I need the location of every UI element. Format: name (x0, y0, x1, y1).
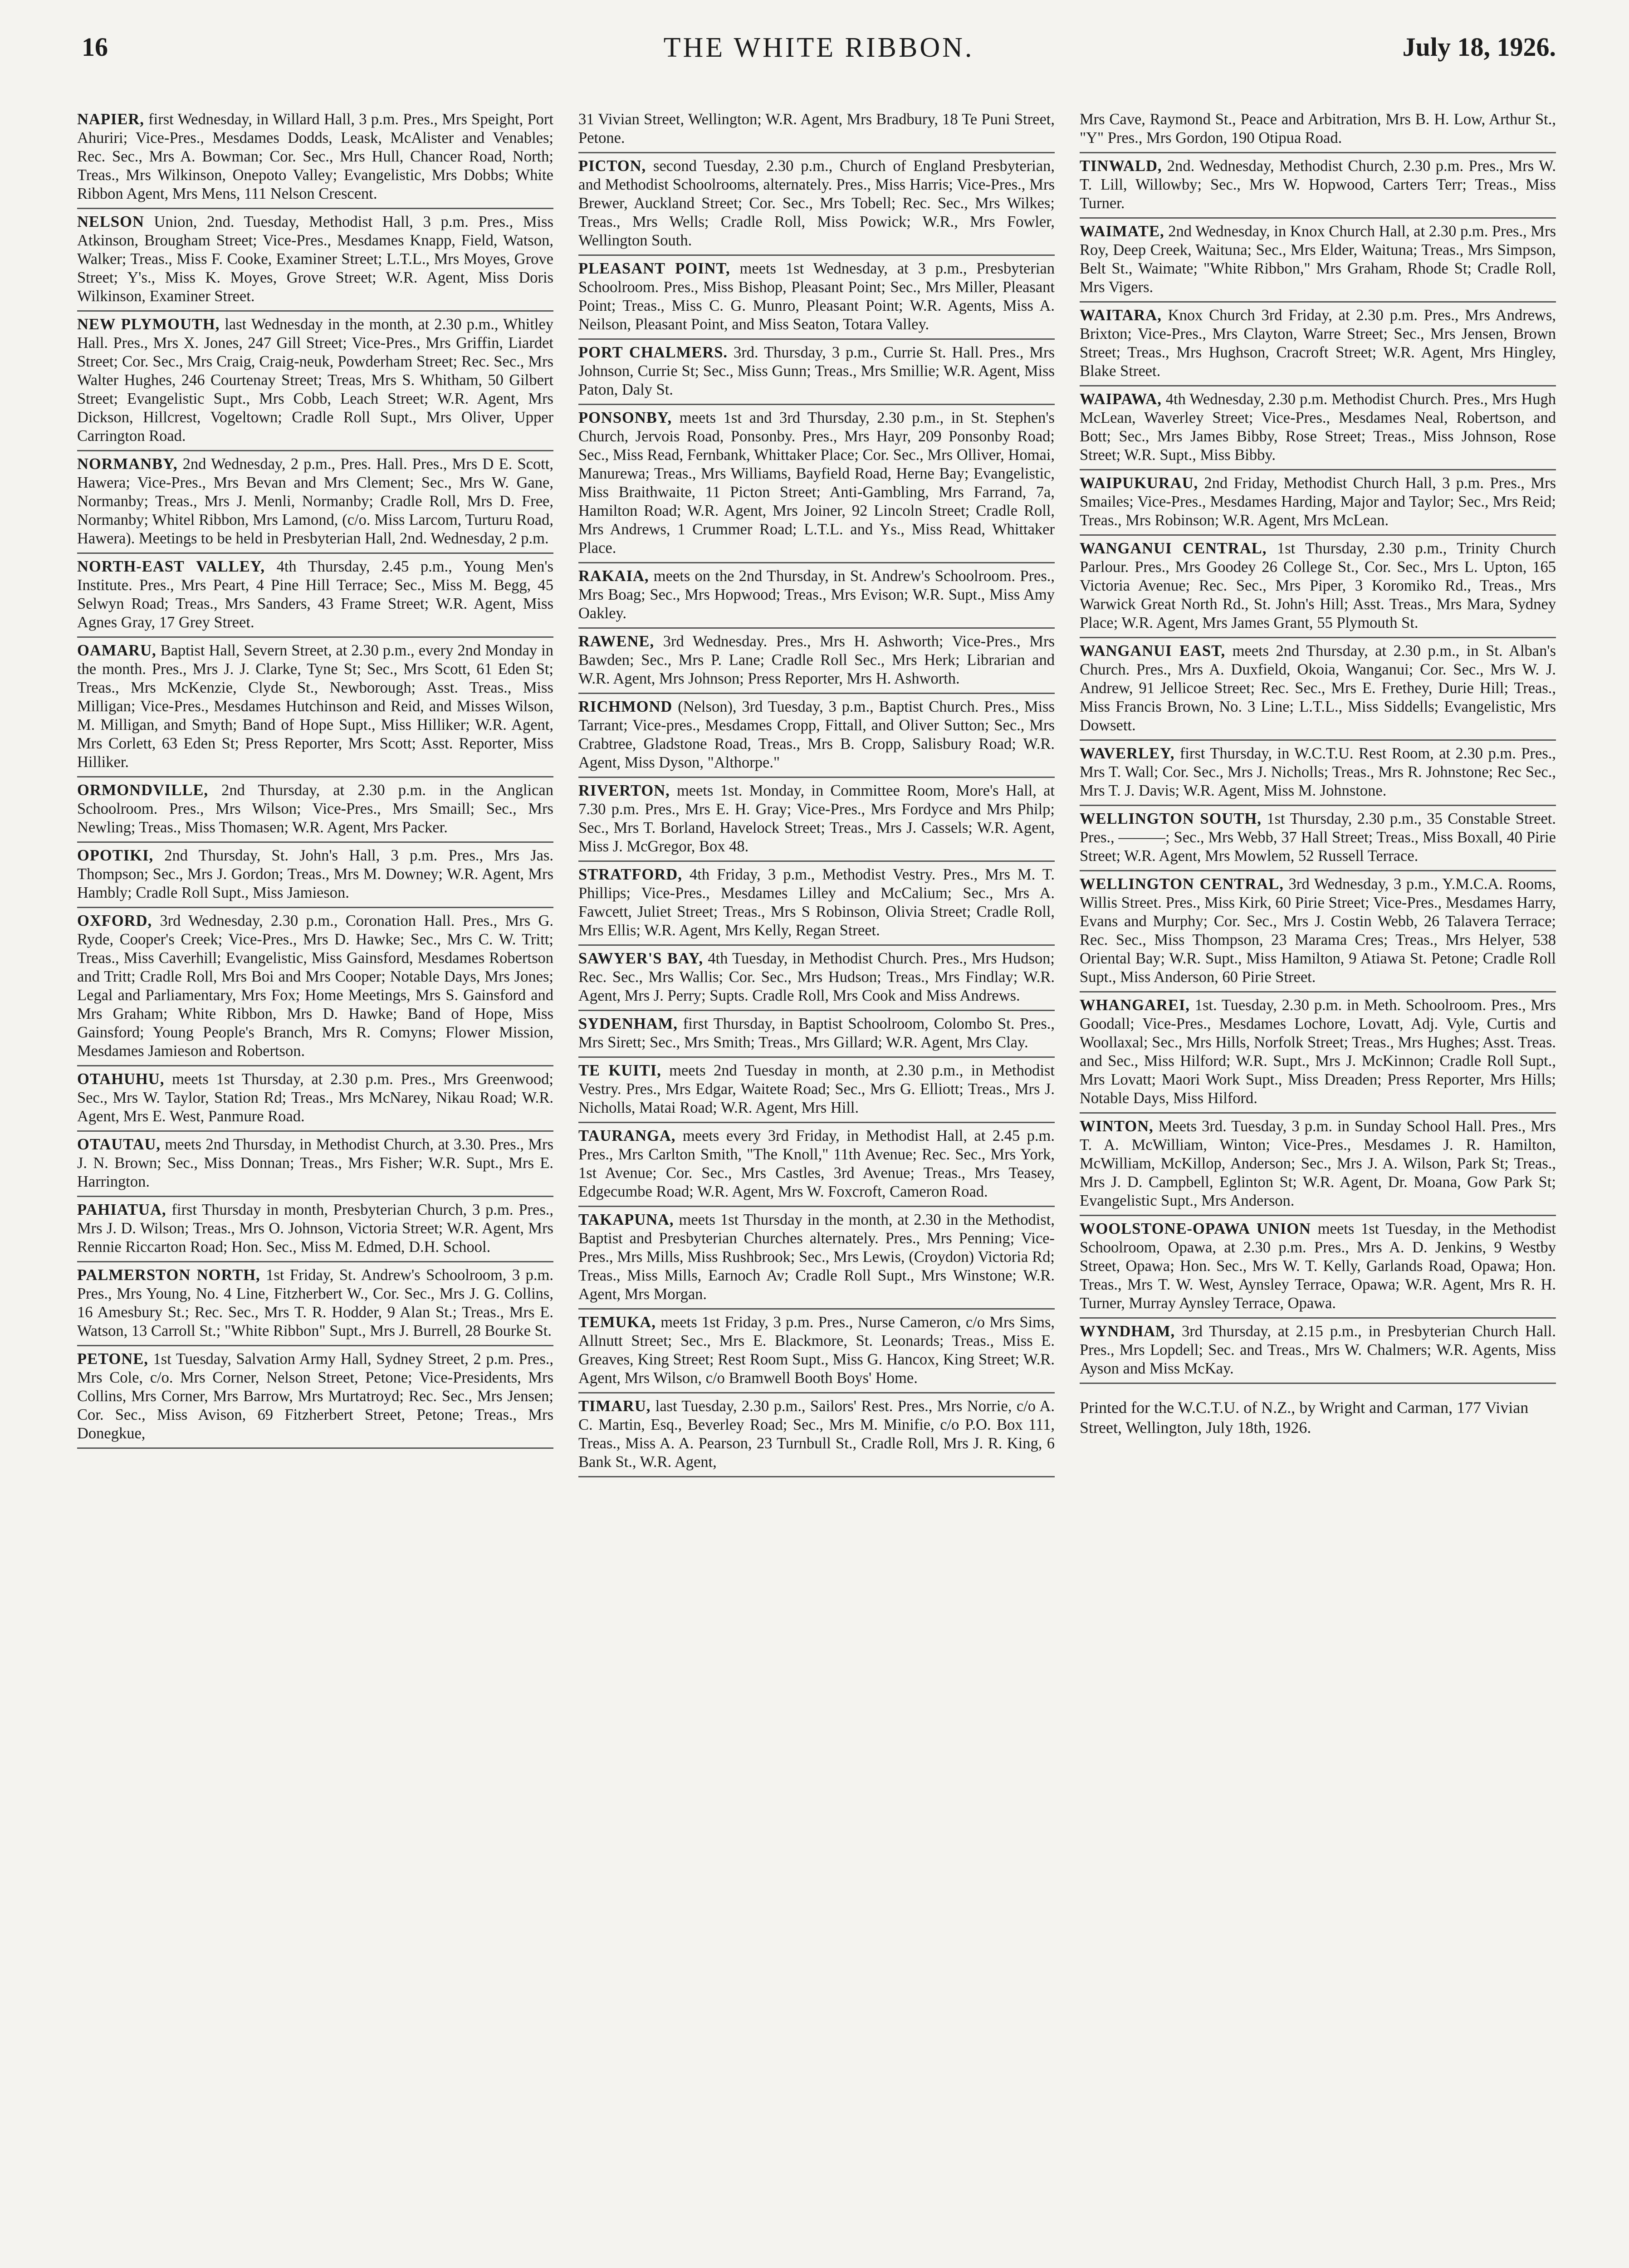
union-name: PAHIATUA, (77, 1201, 166, 1218)
union-name: NORTH-EAST VALLEY, (77, 558, 265, 575)
union-entry (578, 1207, 1055, 1310)
union-entry (77, 1262, 553, 1346)
union-details: 2nd Friday, Methodist Church Hall, 3 p.m. Pres., Mrs Smailes; Vice-Pres., Mesdames Harding, Major and Taylor; Sec., Mrs Reid; Treas., Mrs Robinson; W.R. Agent, Mrs McLean. (1080, 474, 1556, 529)
union-name: OPOTIKI, (77, 847, 154, 864)
union-name: OXFORD, (77, 912, 152, 929)
union-name: PONSONBY, (578, 409, 672, 426)
column-3-entries (1080, 107, 1556, 1384)
union-name: WAIPAWA, (1080, 391, 1162, 408)
column-3 (1080, 107, 1556, 2268)
publication-title: THE WHITE RIBBON. (663, 32, 974, 63)
union-name: NAPIER, (77, 111, 144, 128)
union-details: meets 1st Thursday in the month, at 2.30 in the Methodist, Baptist and Presbyterian Churches alternately. Pres., Mrs Penning; Vice-Pres., Mrs Mills, Miss Rushbrook; Sec., Mrs Lewis, (Croydon) Victoria Rd; Treas., Miss Mills, Earnoch Av; Cradle Roll Supt., Mrs Winstone; W.R. Agent, Mrs Morgan. (578, 1211, 1055, 1303)
union-details: Baptist Hall, Severn Street, at 2.30 p.m., every 2nd Monday in the month. Pres., Mrs J. J. Clarke, Tyne St; Sec., Mrs Scott, 61 Eden St; Treas., Mrs McKenzie, Clyde St., Newborough; Asst. Treas., Miss Milligan; Vice-Pres., Mesdames Hutchinson and Reid, and Misses Wilson, M. Milligan, and Smyth; Band of Hope Supt., Miss Hilliker; W.R. Agent, Mrs Corlett, 63 Eden St; Press Reporter, Mrs Scott; Asst. Reporter, Miss Hilliker. (77, 642, 553, 771)
union-details: 4th Wednesday, 2.30 p.m. Methodist Church. Pres., Mrs Hugh McLean, Waverley Street; Vice-Pres., Mesdames Neal, Robertson, and Bott; Sec., Mrs James Bibby, Rose Street; Treas., Miss Johnson, Rose Street; W.R. Supt., Miss Bibby. (1080, 391, 1556, 464)
union-entry (1080, 1319, 1556, 1384)
union-entry (77, 107, 553, 209)
union-details: 2nd Thursday, St. John's Hall, 3 p.m. Pres., Mrs Jas. Thompson; Sec., Mrs J. Gordon; Treas., Mrs M. Downey; W.R. Agent, Mrs Hambly; Cradle Roll Supt., Miss Jamieson. (77, 847, 553, 901)
union-name: WELLINGTON SOUTH, (1080, 810, 1262, 827)
union-name: TAKAPUNA, (578, 1211, 674, 1228)
union-entry (1080, 153, 1556, 219)
union-details: 2nd Wednesday, in Knox Church Hall, at 2.30 p.m. Pres., Mrs Roy, Deep Creek, Waituna; Sec., Mrs Elder, Waituna; Treas., Mrs Simpson, Belt St., Waimate; "White Ribbon," Mrs Graham, Rhode St; Cradle Roll, Mrs Vigers. (1080, 223, 1556, 296)
union-details: first Thursday, in W.C.T.U. Rest Room, at 2.30 p.m. Pres., Mrs T. Wall; Cor. Sec., Mrs J. Nicholls; Treas., Mrs R. Johnstone; Rec Sec., Mrs T. J. Davis; W.R. Agent, Miss M. Johnstone. (1080, 745, 1556, 799)
union-entry (77, 1346, 553, 1449)
union-name: PICTON, (578, 157, 646, 175)
union-entry (77, 554, 553, 638)
union-entry (578, 1058, 1055, 1123)
union-name: SYDENHAM, (578, 1015, 678, 1032)
union-details: Meets 3rd. Tuesday, 3 p.m. in Sunday School Hall. Pres., Mrs T. A. McWilliam, Winton; Vice-Pres., Mesdames J. R. Hamilton, McWilliam, McKillop, Anderson; Sec., Mrs J. A. Wilson, Park St; Treas., Mrs J. D. Campbell, Eglinton St; W.R. Agent, Dr. Moana, Gow Park St; Evangelistic Supt., Mrs Anderson. (1080, 1118, 1556, 1209)
union-details: Knox Church 3rd Friday, at 2.30 p.m. Pres., Mrs Andrews, Brixton; Vice-Pres., Mrs Clayton, Warre Street; Sec., Mrs Jensen, Brown Street; Treas., Mrs Hughson, Cracroft Street; W.R. Agent, Mrs Hingley, Blake Street. (1080, 307, 1556, 380)
union-entry (1080, 470, 1556, 536)
union-details: Mrs Cave, Raymond St., Peace and Arbitration, Mrs B. H. Low, Arthur St., "Y" Pres., Mrs Gordon, 190 Otipua Road. (1080, 111, 1556, 147)
union-name: PALMERSTON NORTH, (77, 1266, 260, 1284)
union-details: meets on the 2nd Thursday, in St. Andrew's Schoolroom. Pres., Mrs Boag; Sec., Mrs Hopwood; Treas., Mrs Evison; W.R. Supt., Miss Amy Oakley. (578, 567, 1055, 622)
union-name: WAVERLEY, (1080, 745, 1175, 762)
union-details: meets 1st and 3rd Thursday, 2.30 p.m., in St. Stephen's Church, Jervois Road, Ponsonby. Pres., Mrs Hayr, 209 Ponsonby Road; Sec., Miss Read, Fernbank, Whittaker Place; Cor. Sec., Mrs Olliver, Homai, Manurewa; Treas., Mrs Williams, Bayfield Road, Herne Bay; Evangelistic, Miss Braithwaite, 11 Picton Street; Anti-Gambling, Mrs Farrand, 7a, Hamilton Road; W.R. Agent, Mrs Joiner, 92 Lincoln Street; Cradle Roll, Mrs Andrews, 1 Crummer Road; L.T.L. and Ys., Miss Read, Whittaker Place. (578, 409, 1055, 557)
union-entry (77, 1066, 553, 1132)
union-details: 4th Tuesday, in Methodist Church. Pres., Mrs Hudson; Rec. Sec., Mrs Wallis; Cor. Sec., Mrs Hudson; Treas., Mrs Findlay; W.R. Agent, Mrs J. Perry; Supts. Cradle Roll, Mrs Cook and Miss Andrews. (578, 950, 1055, 1004)
union-entry (77, 908, 553, 1066)
union-name: RIVERTON, (578, 782, 670, 799)
union-details: first Thursday, in Baptist Schoolroom, Colombo St. Pres., Mrs Sirett; Sec., Mrs Smith; Treas., Mrs Gillard; W.R. Agent, Mrs Clay. (578, 1015, 1055, 1051)
union-details: meets 2nd Tuesday in month, at 2.30 p.m., in Methodist Vestry. Pres., Mrs Edgar, Waitete Road; Sec., Mrs G. Elliott; Treas., Mrs J. Nicholls, Matai Road; W.R. Agent, Mrs Hill. (578, 1062, 1055, 1116)
union-details: Union, 2nd. Tuesday, Methodist Hall, 3 p.m. Pres., Miss Atkinson, Brougham Street; Vice-Pres., Mesdames Knapp, Field, Watson, Walker; Treas., Miss F. Cooke, Examiner Street; L.T.L., Mrs Moyes, Grove Street; Y's., Miss K. Moyes, Grove Street; W.R. Agent, Miss Doris Wilkinson, Examiner Street. (77, 213, 553, 305)
union-entry (1080, 992, 1556, 1114)
union-details: 3rd Thursday, at 2.15 p.m., in Presbyterian Church Hall. Pres., Mrs Lopdell; Sec. and Treas., Mrs W. Chalmers; W.R. Agents, Miss Ayson and Miss McKay. (1080, 1323, 1556, 1377)
union-name: WAITARA, (1080, 307, 1162, 324)
union-details: 2nd Wednesday, 2 p.m., Pres. Hall. Pres., Mrs D E. Scott, Hawera; Vice-Pres., Mrs Bevan and Mrs Clement; Sec., Mrs W. Gane, Normanby; Treas., Mrs J. Menli, Normanby; Cradle Roll, Mrs D. Free, Normanby; Whitel Ribbon, Mrs Lamond, (c/o. Miss Larcom, Turturu Road, Hawera). Meetings to be held in Presbyterian Hall, 2nd. Wednesday, 2 p.m. (77, 455, 553, 547)
union-entry (77, 451, 553, 554)
union-name: PLEASANT POINT, (578, 260, 730, 277)
union-name: OAMARU, (77, 642, 157, 659)
union-details: first Wednesday, in Willard Hall, 3 p.m. Pres., Mrs Speight, Port Ahuriri; Vice-Pres., Mesdames Dodds, Leask, McAlister and Venables; Rec. Sec., Mrs A. Bowman; Cor. Sec., Mrs Hull, Chancer Road, North; Treas., Mrs Wilkinson, Onepoto Valley; Evangelistic, Mrs Dobbs; White Ribbon Agent, Mrs Mens, 111 Nelson Crescent. (77, 111, 553, 202)
union-name: WELLINGTON CENTRAL, (1080, 875, 1284, 893)
union-entry (1080, 1216, 1556, 1319)
union-entry (77, 312, 553, 451)
union-details: 3rd Wednesday, 3 p.m., Y.M.C.A. Rooms, Willis Street. Pres., Miss Kirk, 60 Pirie Street; Vice-Pres., Mesdames Harry, Evans and Murphy; Cor. Sec., Mrs J. Costin Webb, 26 Talavera Terrace; Rec. Sec., Miss Thompson, 23 Marama Cres; Treas., Mrs Helyer, 538 Oriental Bay; W.R. Supt., Miss Hamilton, 9 Atiawa St. Petone; Cradle Roll Supt., Miss Anderson, 60 Pirie Street. (1080, 875, 1556, 986)
union-name: WANGANUI EAST, (1080, 642, 1226, 660)
union-entry (77, 1197, 553, 1262)
union-details: 4th Thursday, 2.45 p.m., Young Men's Institute. Pres., Mrs Peart, 4 Pine Hill Terrace; Sec., Miss M. Begg, 45 Selwyn Road; Treas., Mrs Sanders, 43 Frame Street; W.R. Agent, Miss Agnes Gray, 17 Grey Street. (77, 558, 553, 631)
union-details: meets 1st. Monday, in Committee Room, More's Hall, at 7.30 p.m. Pres., Mrs E. H. Gray; Vice-Pres., Mrs Fordyce and Mrs Philp; Sec., Mrs T. Borland, Havelock Street; Treas., Mrs J. Cassels; W.R. Agent, Miss J. McGregor, Box 48. (578, 782, 1055, 855)
union-details: meets 2nd Thursday, in Methodist Church, at 3.30. Pres., Mrs J. N. Brown; Sec., Miss Donnan; Treas., Mrs Fisher; W.R. Supt., Mrs E. Harrington. (77, 1136, 553, 1190)
union-entry (578, 153, 1055, 256)
union-entry (578, 1393, 1055, 1477)
union-name: WYNDHAM, (1080, 1323, 1175, 1340)
union-name: TE KUITI, (578, 1062, 661, 1079)
union-entry (77, 1132, 553, 1197)
union-details: 2nd Thursday, at 2.30 p.m. in the Anglican Schoolroom. Pres., Mrs Wilson; Vice-Pres., Mrs Smaill; Sec., Mrs Newling; Treas., Miss Thomasen; W.R. Agent, Mrs Packer. (77, 782, 553, 836)
union-name: PORT CHALMERS. (578, 344, 728, 361)
union-name: WOOLSTONE-OPAWA UNION (1080, 1220, 1311, 1237)
union-name: NORMANBY, (77, 455, 178, 473)
printer-note: Printed for the W.C.T.U. of N.Z., by Wright and Carman, 177 Vivian Street, Wellington, July 18th, 1926. (1080, 1398, 1529, 1437)
union-entry (578, 778, 1055, 862)
union-details: 4th Friday, 3 p.m., Methodist Vestry. Pres., Mrs M. T. Phillips; Vice-Pres., Mesdames Lilley and McCalium; Sec., Mrs A. Fawcett, Juliet Street; Treas., Mrs S Robinson, Olivia Street; Cradle Roll, Mrs Ellis; W.R. Agent, Mrs Kelly, Regan Street. (578, 866, 1055, 939)
union-name: WINTON, (1080, 1118, 1154, 1135)
union-name: TINWALD, (1080, 157, 1162, 175)
union-entry (1080, 303, 1556, 386)
union-details: 1st Friday, St. Andrew's Schoolroom, 3 p.m. Pres., Mrs Young, No. 4 Line, Fitzherbert W., Cor. Sec., Mrs J. G. Collins, 16 Amesbury St.; Rec. Sec., Mrs T. R. Hodder, 9 Alan St.; Treas., Mrs E. Watson, 13 Carroll St.; "White Ribbon" Supt., Mrs J. Burrell, 28 Bourke St. (77, 1266, 553, 1339)
union-name: RAKAIA, (578, 567, 649, 585)
union-name: WANGANUI CENTRAL, (1080, 540, 1267, 557)
union-entry (1080, 219, 1556, 303)
union-details: first Thursday in month, Presbyterian Church, 3 p.m. Pres., Mrs J. D. Wilson; Treas., Mrs O. Johnson, Victoria Street; W.R. Agent, Mrs Rennie Riccarton Road; Hon. Sec., Miss M. Edmed, D.H. School. (77, 1201, 553, 1256)
union-entry (578, 107, 1055, 153)
union-entry (578, 1011, 1055, 1058)
union-name: RAWENE, (578, 633, 655, 650)
union-name: ORMONDVILLE, (77, 782, 208, 799)
union-name: WAIPUKURAU, (1080, 474, 1199, 492)
union-name: TAURANGA, (578, 1127, 676, 1144)
union-details: 3rd Wednesday, 2.30 p.m., Coronation Hall. Pres., Mrs G. Ryde, Cooper's Creek; Vice-Pres., Mrs D. Hawke; Sec., Mrs C. W. Tritt; Treas., Miss Caverhill; Evangelistic, Miss Gainsford, Mesdames Robertson and Tritt; Cradle Roll, Mrs Boi and Mrs Cooper; Notable Days, Mrs Jones; Legal and Parliamentary, Mrs Fox; Home Meetings, Mrs S. Gainsford and Mrs Graham; White Ribbon, Mrs D. Hawke; Band of Hope, Miss Gainsford; Young People's Branch, Mrs R. Comyns; Flower Mission, Mesdames Jamieson and Robertson. (77, 912, 553, 1060)
union-details: 1st Thursday, 2.30 p.m., Trinity Church Parlour. Pres., Mrs Goodey 26 College St., Cor. Sec., Mrs L. Upton, 165 Victoria Avenue; Rec. Sec., Mrs Piper, 3 Koromiko Rd., Treas., Mrs Warwick Great North Rd., St. John's Hill; Asst. Treas., Mrs Mara, Sydney Place; W.R. Agent, Mrs James Grant, 55 Plymouth St. (1080, 540, 1556, 631)
union-entry (578, 256, 1055, 340)
column-2 (578, 107, 1055, 2268)
union-entry (1080, 536, 1556, 638)
union-entry (1080, 1114, 1556, 1216)
directory-columns (77, 107, 1556, 2268)
union-details: last Tuesday, 2.30 p.m., Sailors' Rest. Pres., Mrs Norrie, c/o A. C. Martin, Esq., Beverley Road; Sec., Mrs M. Minifie, c/o P.O. Box 111, Treas., Miss A. A. Pearson, 23 Turnbull St., Cradle Roll, Mrs J. R. King, 6 Bank St., W.R. Agent, (578, 1398, 1055, 1471)
union-details: 3rd. Thursday, 3 p.m., Currie St. Hall. Pres., Mrs Johnson, Currie St; Sec., Miss Gunn; Treas., Mrs Smillie; W.R. Agent, Miss Paton, Daly St. (578, 344, 1055, 398)
union-entry (77, 843, 553, 908)
union-name: PETONE, (77, 1350, 148, 1368)
union-entry (1080, 871, 1556, 992)
page-number: 16 (82, 32, 108, 62)
union-name: RICHMOND (578, 698, 673, 715)
union-details: meets 1st Tuesday, in the Methodist Schoolroom, Opawa, at 2.30 p.m. Pres., Mrs A. D. Jenkins, 9 Westby Street, Opawa; Hon. Sec., Mrs W. T. Kelly, Garlands Road, Opawa; Hon. Treas., Mrs T. W. West, Aynsley Terrace, Opawa; W.R. Agent, Mrs R. H. Turner, Murray Aynsley Terrace, Opawa. (1080, 1220, 1556, 1312)
union-entry (1080, 741, 1556, 806)
union-entry (578, 340, 1055, 405)
union-details: meets 1st Wednesday, at 3 p.m., Presbyterian Schoolroom. Pres., Miss Bishop, Pleasant Point; Sec., Mrs Miller, Pleasant Point; Treas., Miss C. G. Munro, Pleasant Point; W.R. Agents, Miss A. Neilson, Pleasant Point, and Miss Seaton, Totara Valley. (578, 260, 1055, 333)
union-details: 31 Vivian Street, Wellington; W.R. Agent, Mrs Bradbury, 18 Te Puni Street, Petone. (578, 111, 1055, 147)
union-name: SAWYER'S BAY, (578, 950, 703, 967)
union-entry (1080, 386, 1556, 470)
union-details: meets 2nd Thursday, at 2.30 p.m., in St. Alban's Church. Pres., Mrs A. Duxfield, Okoia, Wanganui; Cor. Sec., Mrs W. J. Andrew, 91 Jellicoe Street; Rec. Sec., Mrs E. Frethey, Durie Hill; Treas., Miss Francis Brown, No. 3 Line; L.T.L., Miss Siddells; Evangelistic, Mrs Dowsett. (1080, 642, 1556, 734)
union-details: meets every 3rd Friday, in Methodist Hall, at 2.45 p.m. Pres., Mrs Carlton Smith, "The Knoll," 11th Avenue; Rec. Sec., Mrs York, 1st Avenue; Cor. Sec., Mrs Castles, 3rd Avenue; Treas., Mrs Teasey, Edgecumbe Road; W.R. Agent, Mrs W. Foxcroft, Cameron Road. (578, 1127, 1055, 1200)
union-entry (578, 629, 1055, 694)
union-entry (578, 563, 1055, 629)
union-name: OTAUTAU, (77, 1136, 161, 1153)
union-name: NEW PLYMOUTH, (77, 316, 220, 333)
union-details: 1st. Tuesday, 2.30 p.m. in Meth. Schoolroom. Pres., Mrs Goodall; Vice-Pres., Mesdames Lochore, Lovatt, Adj. Vyle, Curtis and Woollaxal; Sec., Mrs Hills, Norfolk Street; Treas., Mrs Hughes; Asst. Treas. and Sec., Miss Hilford; W.R. Supt., Mrs J. McKinnon; Cradle Roll Supt., Mrs Lovatt; Maori Work Supt., Miss Dreaden; Press Reporter, Mrs Hills; Notable Days, Miss Hilford. (1080, 997, 1556, 1107)
union-entry (77, 209, 553, 312)
issue-date: July 18, 1926. (1402, 32, 1556, 62)
union-entry (578, 862, 1055, 946)
union-name: NELSON (77, 213, 144, 230)
union-entry (578, 694, 1055, 778)
union-details: last Wednesday in the month, at 2.30 p.m., Whitley Hall. Pres., Mrs X. Jones, 247 Gill Street; Vice-Pres., Mrs Griffin, Liardet Street; Cor. Sec., Mrs Craig, Craig-neuk, Powderham Street; Rec. Sec., Mrs Walter Hughes, 246 Courtenay Street; Treas, Mrs S. Whitham, 50 Gilbert Street; Evangelistic Supt., Mrs Cobb, Leach Street; W.R. Agent, Mrs Dickson, Hillcrest, Vogeltown; Cradle Roll Supt., Mrs Oliver, Upper Carrington Road. (77, 316, 553, 445)
union-name: TEMUKA, (578, 1314, 656, 1331)
union-entry (578, 946, 1055, 1011)
union-details: 2nd. Wednesday, Methodist Church, 2.30 p.m. Pres., Mrs W. T. Lill, Willowby; Sec., Mrs W. Hopwood, Carters Terr; Treas., Miss Turner. (1080, 157, 1556, 212)
union-name: TIMARU, (578, 1398, 651, 1415)
union-details: second Tuesday, 2.30 p.m., Church of England Presbyterian, and Methodist Schoolrooms, alternately. Pres., Miss Harris; Vice-Pres., Mrs Brewer, Auckland Street; Cor. Sec., Mrs Tobell; Rec. Sec., Mrs Wilkes; Treas., Mrs Wells; Cradle Roll, Miss Powick; W.R., Mrs Fowler, Wellington South. (578, 157, 1055, 249)
union-entry (1080, 638, 1556, 741)
union-entry (1080, 806, 1556, 871)
union-name: WHANGAREI, (1080, 997, 1190, 1014)
union-entry (578, 405, 1055, 563)
page-header (82, 32, 1556, 82)
union-name: STRATFORD, (578, 866, 682, 883)
union-entry (77, 777, 553, 843)
union-name: WAIMATE, (1080, 223, 1164, 240)
union-entry (1080, 107, 1556, 153)
union-details: 1st Thursday, 2.30 p.m., 35 Constable Street. Pres., ———; Sec., Mrs Webb, 37 Hall Street; Treas., Miss Boxall, 40 Pirie Street; W.R. Agent, Mrs Mowlem, 52 Russell Terrace. (1080, 810, 1556, 865)
union-details: (Nelson), 3rd Tuesday, 3 p.m., Baptist Church. Pres., Miss Tarrant; Vice-pres., Mesdames Cropp, Fittall, and Oliver Sutton; Sec., Mrs Crabtree, Gladstone Road, Treas., Mrs B. Cropp, Salisbury Road; W.R. Agent, Miss Dyson, "Althorpe." (578, 698, 1055, 771)
union-details: meets 1st Friday, 3 p.m. Pres., Nurse Cameron, c/o Mrs Sims, Allnutt Street; Sec., Mrs E. Blackmore, St. Leonards; Treas., Miss E. Greaves, King Street; Rest Room Supt., Miss G. Hancox, King Street; W.R. Agent, Mrs Wilson, c/o Bramwell Booth Boys' Home. (578, 1314, 1055, 1387)
union-details: 3rd Wednesday. Pres., Mrs H. Ashworth; Vice-Pres., Mrs Bawden; Sec., Mrs P. Lane; Cradle Roll Sec., Mrs Herk; Librarian and W.R. Agent, Mrs Johnson; Press Reporter, Mrs H. Ashworth. (578, 633, 1055, 687)
union-name: OTAHUHU, (77, 1070, 165, 1088)
union-entry (578, 1123, 1055, 1207)
union-entry (77, 638, 553, 777)
union-details: 1st Tuesday, Salvation Army Hall, Sydney Street, 2 p.m. Pres., Mrs Cole, c/o. Mrs Corner, Nelson Street, Petone; Vice-Presidents, Mrs Collins, Mrs Corner, Mrs Barrow, Mrs Murtatroyd; Rec. Sec., Mrs Jensen; Cor. Sec., Miss Avison, 69 Fitzherbert Street, Petone; Treas., Mrs Donegkue, (77, 1350, 553, 1442)
union-entry (578, 1310, 1055, 1393)
union-details: meets 1st Thursday, at 2.30 p.m. Pres., Mrs Greenwood; Sec., Mrs W. Taylor, Station Rd; Treas., Mrs McNarey, Nikau Road; W.R. Agent, Mrs E. West, Panmure Road. (77, 1070, 553, 1125)
column-1 (77, 107, 553, 2268)
